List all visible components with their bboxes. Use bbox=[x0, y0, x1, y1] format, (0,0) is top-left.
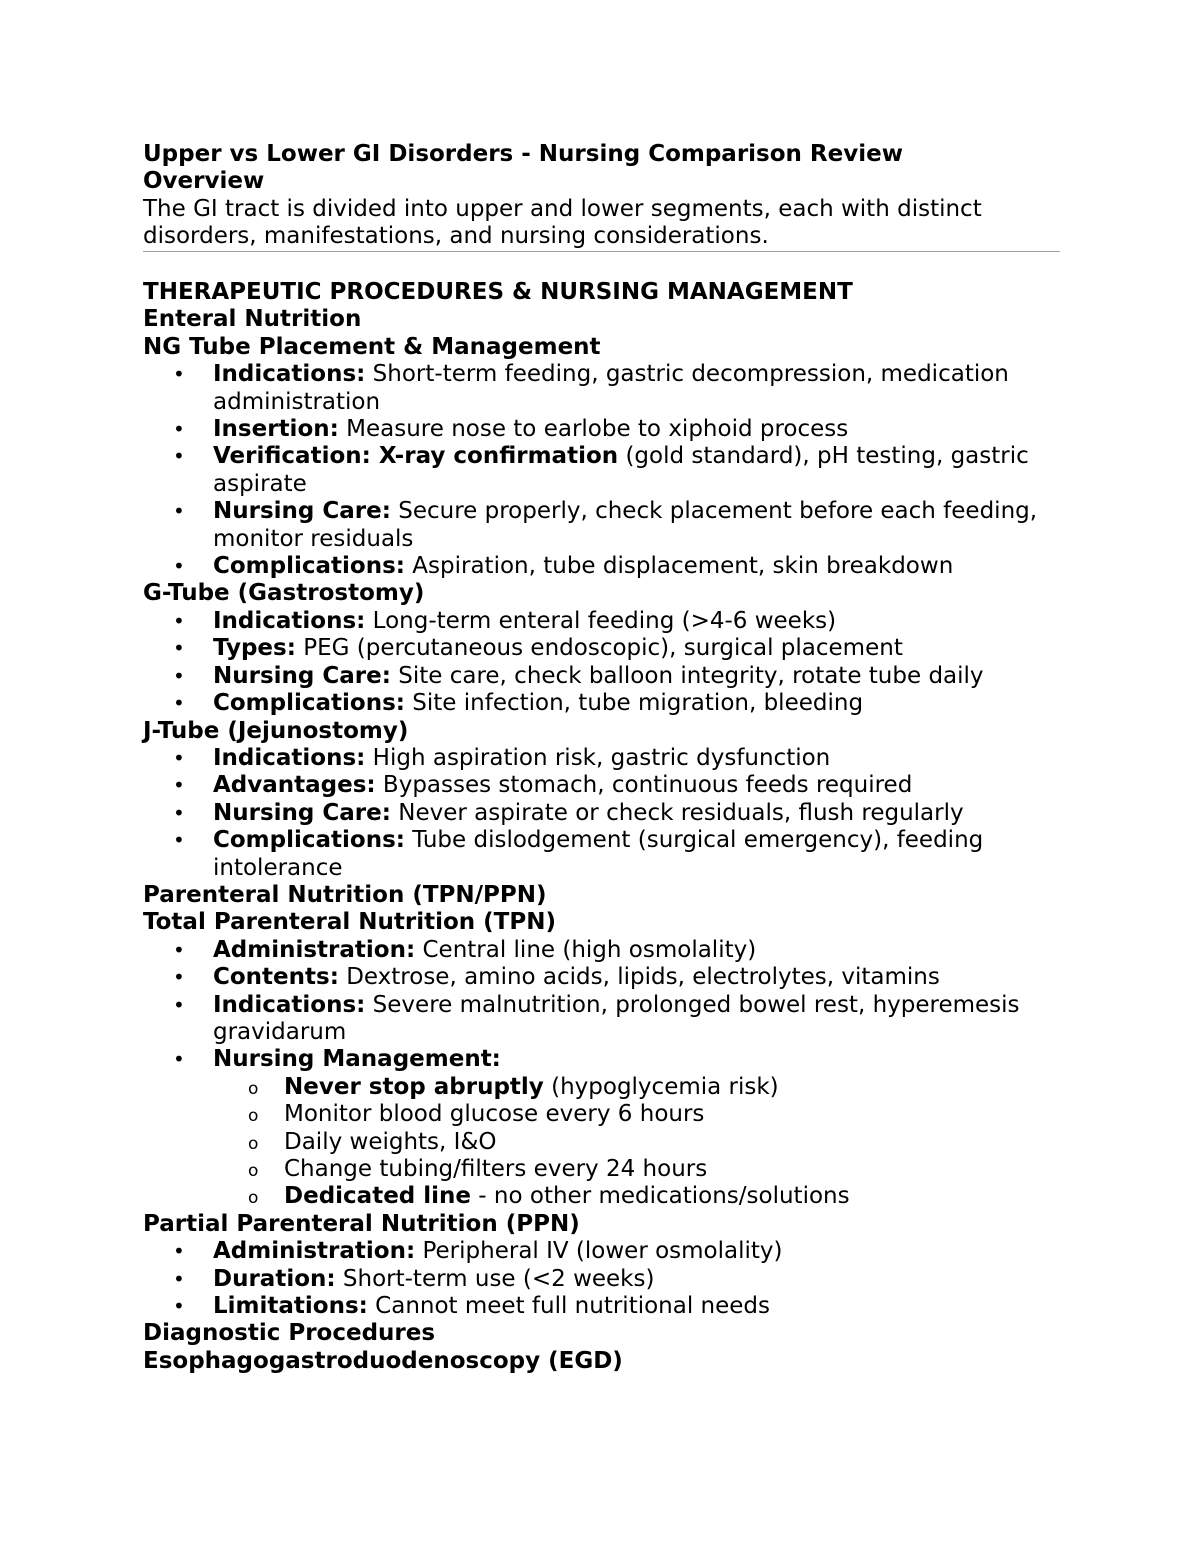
list-item-line bbox=[213, 937, 1060, 964]
list-item-text: Cannot meet full nutritional needs bbox=[367, 1293, 771, 1320]
list-item bbox=[143, 992, 1060, 1047]
list-item-label: Administration: bbox=[213, 936, 416, 963]
list-item bbox=[143, 690, 1060, 717]
list-item bbox=[143, 1129, 1060, 1156]
list-item-line bbox=[284, 1156, 1060, 1183]
list-item bbox=[143, 937, 1060, 964]
enteral-heading: Enteral Nutrition bbox=[143, 306, 362, 333]
list-item-label: Limitations: bbox=[213, 1293, 368, 1320]
list-item-label: Complications: bbox=[213, 690, 405, 717]
list-item-text: Measure nose to earlobe to xiphoid process bbox=[338, 416, 849, 443]
list-item-label: Never stop abruptly bbox=[284, 1073, 544, 1100]
list-item-line bbox=[213, 772, 1060, 799]
ng-tube-list bbox=[143, 361, 1060, 580]
list-item bbox=[143, 745, 1060, 772]
list-item-label: Administration: bbox=[213, 1238, 416, 1265]
list-item bbox=[143, 1293, 1060, 1320]
list-item-text: Never aspirate or check residuals, flush regularly bbox=[390, 799, 964, 826]
overview-heading: Overview bbox=[143, 168, 265, 195]
list-item-text: Central line (high osmolality) bbox=[415, 936, 757, 963]
list-item-label: Nursing Care: bbox=[213, 799, 391, 826]
list-item-line bbox=[213, 992, 1060, 1019]
list-item-label: Complications: bbox=[213, 553, 405, 580]
list-item bbox=[143, 1266, 1060, 1293]
list-item-line bbox=[213, 800, 1060, 827]
list-item-text: Site infection, tube migration, bleeding bbox=[404, 690, 864, 717]
list-item-text: Tube dislodgement (surgical emergency), feeding bbox=[404, 827, 984, 854]
bullet-icon: • bbox=[173, 417, 185, 442]
list-item bbox=[143, 1156, 1060, 1183]
tpn-list bbox=[143, 937, 1060, 1074]
g-tube-heading: G-Tube (Gastrostomy) bbox=[143, 580, 425, 607]
bullet-icon: • bbox=[173, 499, 185, 524]
ppn-heading: Partial Parenteral Nutrition (PPN) bbox=[143, 1210, 580, 1237]
bullet-icon: o bbox=[248, 1106, 259, 1127]
parenteral-heading: Parenteral Nutrition (TPN/PPN) bbox=[143, 881, 547, 908]
bullet-icon: • bbox=[173, 362, 185, 387]
list-item-text: Secure properly, check placement before each feeding, bbox=[390, 498, 1038, 525]
list-item bbox=[143, 1046, 1060, 1073]
j-tube-list bbox=[143, 745, 1060, 882]
bullet-icon: • bbox=[173, 965, 185, 990]
list-item-line bbox=[284, 1101, 1060, 1128]
bullet-icon: • bbox=[173, 937, 185, 962]
list-item bbox=[143, 553, 1060, 580]
list-item-line bbox=[284, 1129, 1060, 1156]
bullet-icon: • bbox=[173, 745, 185, 770]
list-item bbox=[143, 772, 1060, 799]
list-item-text: (hypoglycemia risk) bbox=[543, 1073, 779, 1100]
list-item bbox=[143, 498, 1060, 553]
list-item-line bbox=[213, 1266, 1060, 1293]
bullet-icon: • bbox=[173, 828, 185, 853]
list-item bbox=[143, 964, 1060, 991]
list-item-line bbox=[213, 608, 1060, 635]
list-item-continuation: gravidarum bbox=[213, 1018, 347, 1045]
list-item-text: Peripheral IV (lower osmolality) bbox=[415, 1238, 783, 1265]
list-item-line bbox=[213, 498, 1060, 525]
list-item-line bbox=[284, 1074, 1060, 1101]
list-item-label: Complications: bbox=[213, 827, 405, 854]
list-item-text: Aspiration, tube displacement, skin breakdown bbox=[404, 553, 954, 580]
list-item-text: (gold standard), pH testing, gastric bbox=[618, 443, 1029, 470]
list-item bbox=[143, 443, 1060, 498]
document-page bbox=[143, 141, 1060, 1375]
list-item-label: Indications: bbox=[213, 361, 366, 388]
list-item-continuation: administration bbox=[213, 388, 381, 415]
bullet-icon: • bbox=[173, 1239, 185, 1264]
list-item-line bbox=[213, 553, 1060, 580]
bullet-icon: o bbox=[248, 1188, 259, 1209]
list-item bbox=[143, 608, 1060, 635]
list-item-label: Indications: bbox=[213, 991, 366, 1018]
document-title: Upper vs Lower GI Disorders - Nursing Comparison Review bbox=[143, 141, 903, 167]
list-item-line bbox=[213, 827, 1060, 854]
bullet-icon: • bbox=[173, 608, 185, 633]
list-item bbox=[143, 663, 1060, 690]
egd-heading: Esophagogastroduodenoscopy (EGD) bbox=[143, 1347, 623, 1374]
bullet-icon: o bbox=[248, 1161, 259, 1182]
list-item-label: Nursing Care: bbox=[213, 498, 391, 525]
bullet-icon: • bbox=[173, 554, 185, 579]
overview-text-line-2: disorders, manifestations, and nursing considerations. bbox=[143, 223, 769, 250]
list-item-text: Daily weights, I&O bbox=[284, 1128, 497, 1155]
bullet-icon: • bbox=[173, 1266, 185, 1291]
list-item bbox=[143, 416, 1060, 443]
list-item-label: Contents: bbox=[213, 964, 339, 991]
list-item-text: Short-term use (<2 weeks) bbox=[335, 1265, 655, 1292]
list-item-line bbox=[213, 443, 1060, 470]
bullet-icon: • bbox=[173, 1294, 185, 1319]
list-item-line bbox=[213, 663, 1060, 690]
list-item-text: Site care, check balloon integrity, rotate tube daily bbox=[390, 662, 984, 689]
therapeutic-heading: THERAPEUTIC PROCEDURES & NURSING MANAGEMENT bbox=[143, 279, 853, 306]
list-item-label: Dedicated line bbox=[284, 1183, 471, 1210]
list-item-line bbox=[213, 745, 1060, 772]
list-item-line bbox=[213, 964, 1060, 991]
list-item-line bbox=[213, 361, 1060, 388]
bullet-icon: • bbox=[173, 663, 185, 688]
list-item-label: Duration: bbox=[213, 1265, 336, 1292]
list-item-text: Change tubing/filters every 24 hours bbox=[284, 1156, 708, 1183]
list-item-text: - no other medications/solutions bbox=[471, 1183, 850, 1210]
list-item-text: PEG (percutaneous endoscopic), surgical placement bbox=[295, 635, 903, 662]
list-item bbox=[143, 1074, 1060, 1101]
list-item-line bbox=[284, 1183, 1060, 1210]
g-tube-list bbox=[143, 608, 1060, 718]
list-item-text: High aspiration risk, gastric dysfunction bbox=[365, 744, 831, 771]
j-tube-heading: J-Tube (Jejunostomy) bbox=[143, 717, 409, 744]
list-item-line bbox=[213, 1238, 1060, 1265]
ng-tube-heading: NG Tube Placement & Management bbox=[143, 333, 601, 360]
list-item-label: Types: bbox=[213, 635, 296, 662]
bullet-icon: o bbox=[248, 1133, 259, 1154]
list-item-label: Indications: bbox=[213, 744, 366, 771]
bullet-icon: • bbox=[173, 773, 185, 798]
tpn-management-sublist bbox=[143, 1074, 1060, 1211]
list-item-text: Dextrose, amino acids, lipids, electrolytes, vitamins bbox=[338, 964, 940, 991]
list-item-label: Verification: X-ray confirmation bbox=[213, 443, 619, 470]
list-item-line bbox=[213, 635, 1060, 662]
overview-text-line-1: The GI tract is divided into upper and lower segments, each with distinct bbox=[143, 195, 982, 222]
list-item bbox=[143, 1183, 1060, 1210]
list-item-line bbox=[213, 690, 1060, 717]
bullet-icon: • bbox=[173, 444, 185, 469]
bullet-icon: o bbox=[248, 1078, 259, 1099]
bullet-icon: • bbox=[173, 1047, 185, 1072]
list-item-label: Advantages: bbox=[213, 772, 376, 799]
list-item bbox=[143, 800, 1060, 827]
list-item-text: Bypasses stomach, continuous feeds required bbox=[375, 772, 913, 799]
ppn-list bbox=[143, 1238, 1060, 1320]
bullet-icon: • bbox=[173, 691, 185, 716]
list-item-line bbox=[213, 416, 1060, 443]
spacer bbox=[143, 252, 1060, 279]
list-item-text: Long-term enteral feeding (>4-6 weeks) bbox=[365, 607, 837, 634]
list-item-label: Insertion: bbox=[213, 416, 339, 443]
tpn-heading: Total Parenteral Nutrition (TPN) bbox=[143, 909, 556, 936]
diagnostic-heading: Diagnostic Procedures bbox=[143, 1320, 436, 1347]
bullet-icon: • bbox=[173, 992, 185, 1017]
bullet-icon: • bbox=[173, 800, 185, 825]
list-item-line bbox=[213, 1293, 1060, 1320]
bullet-icon: • bbox=[173, 636, 185, 661]
list-item-label: Indications: bbox=[213, 607, 366, 634]
list-item bbox=[143, 361, 1060, 416]
list-item-continuation: intolerance bbox=[213, 854, 343, 881]
list-item bbox=[143, 1238, 1060, 1265]
list-item-text: Short-term feeding, gastric decompression, medication bbox=[365, 361, 1009, 388]
list-item bbox=[143, 635, 1060, 662]
list-item-text: Severe malnutrition, prolonged bowel rest, hyperemesis bbox=[365, 991, 1020, 1018]
list-item-label: Nursing Care: bbox=[213, 662, 391, 689]
list-item-continuation: aspirate bbox=[213, 470, 307, 497]
list-item-label: Nursing Management: bbox=[213, 1046, 501, 1073]
list-item-text: Monitor blood glucose every 6 hours bbox=[284, 1101, 705, 1128]
list-item-line bbox=[213, 1046, 1060, 1073]
list-item bbox=[143, 1101, 1060, 1128]
list-item-continuation: monitor residuals bbox=[213, 525, 414, 552]
list-item bbox=[143, 827, 1060, 882]
